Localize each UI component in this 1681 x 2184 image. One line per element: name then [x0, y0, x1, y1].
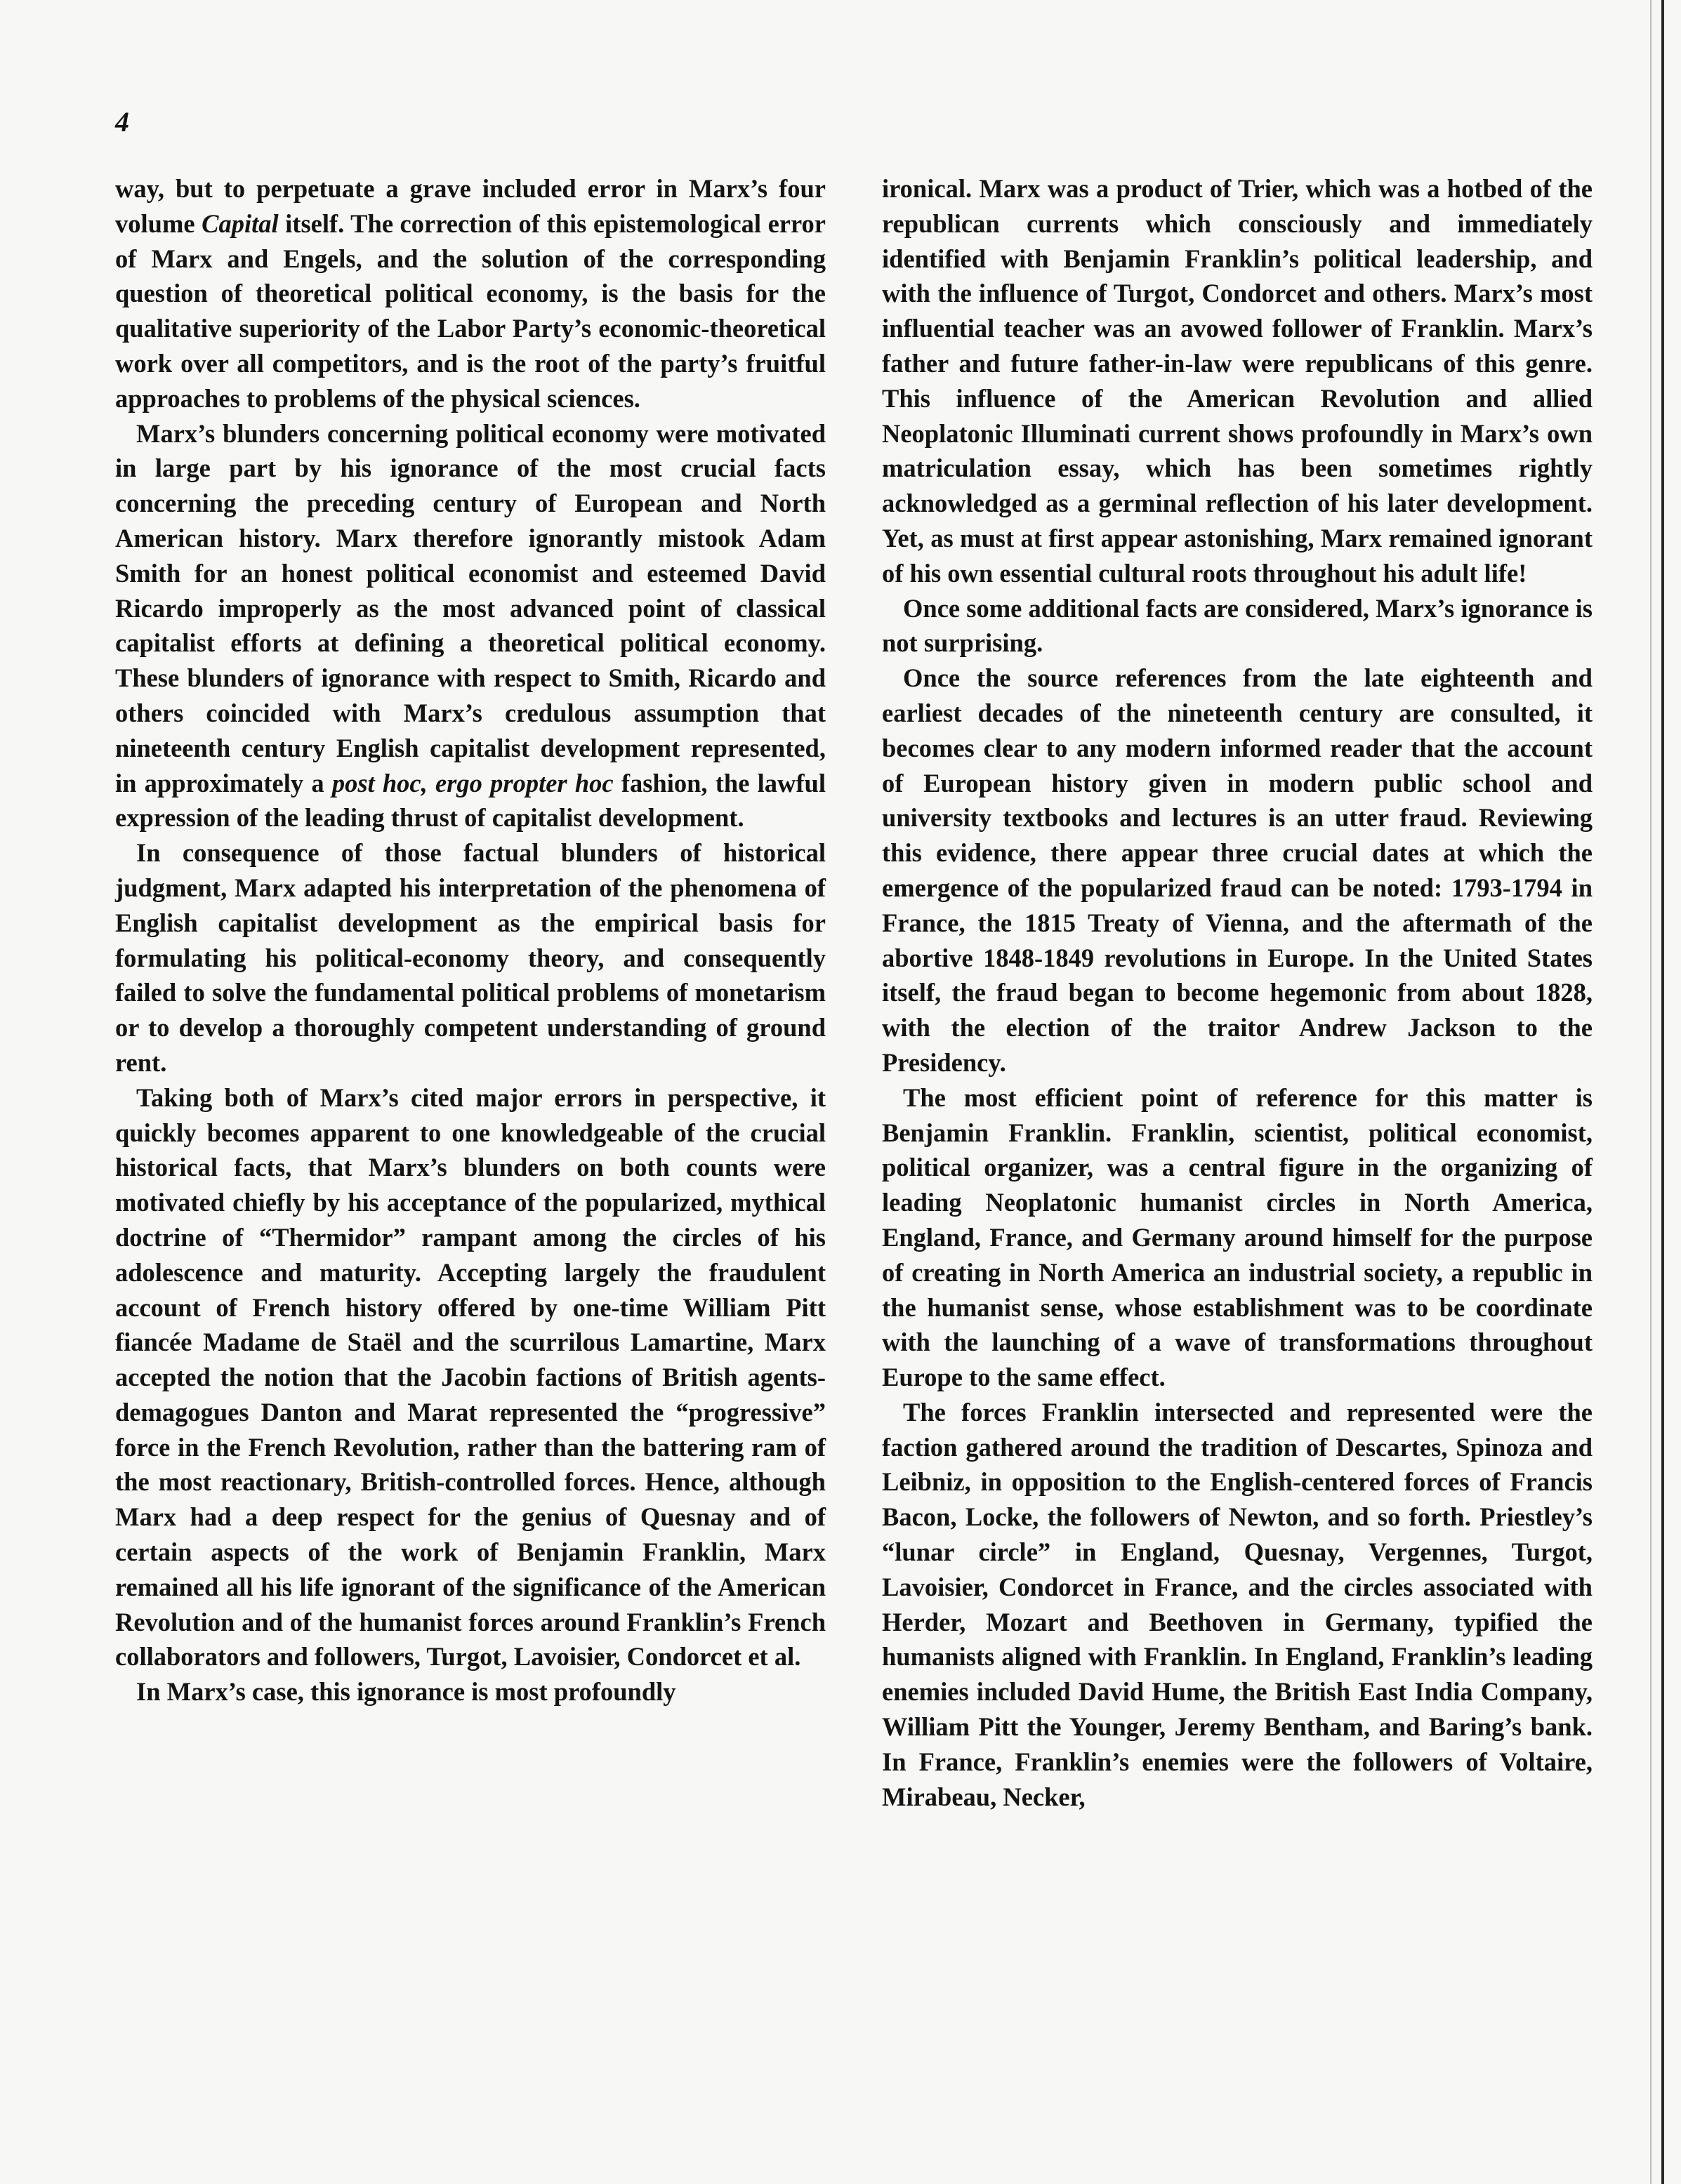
- right-paragraph-2: Once some additional facts are considered, Marx’s ignorance is not surprising.: [882, 593, 1593, 658]
- italic-phrase: Capital: [202, 209, 279, 238]
- right-column: [882, 171, 1593, 1814]
- right-paragraph-4: The most efficient point of reference for this matter is Benjamin Franklin. Franklin, scientist, political economist, political organizer, was a central figure in the organizing of leading Neoplatonic humanist circles in North America, England, France, and Germany around himself for the purpose of creating in North America an industrial society, a republic in the humanist sense, whose establishment was to be coordinate with the launching of a wave of transformations throughout Europe to the same effect.: [882, 1083, 1593, 1392]
- page-edge-shadow: [1650, 0, 1652, 2184]
- left-paragraph-3: In consequence of those factual blunders of historical judgment, Marx adapted his interpretation of the phenomena of English capitalist development as the empirical basis for formulating his political-economy theory, and consequently failed to solve the fundamental political problems of monetarism or to develop a thoroughly competent understanding of ground rent.: [115, 838, 826, 1077]
- left-paragraph-2: Marx’s blunders concerning political economy were motivated in large part by his ignorance of the most crucial facts concerning the preceding century of European and North American history. Marx therefore ignorantly mistook Adam Smith for an honest political economist and esteemed David Ricardo improperly as the most advanced point of classical capitalist efforts at defining a theoretical political economy. These blunders of ignorance with respect to Smith, Ricardo and others coincided with Marx’s credulous assumption that nineteenth century English capitalist development represented, in approximately a post hoc, ergo propter hoc fashion, the lawful expression of the leading thrust of capitalist development.: [115, 418, 826, 833]
- left-paragraph-1: way, but to perpetuate a grave included error in Marx’s four volume Capital itself. The correction of this epistemological error of Marx and Engels, and the solution of the corresponding question of theoretical political economy, is the basis for the qualitative superiority of the Labor Party’s economic-theoretical work over all competitors, and is the root of the party’s fruitful approaches to problems of the physical sciences.: [115, 174, 826, 413]
- page-edge-line: [1661, 0, 1664, 2184]
- italic-phrase: post hoc, ergo propter hoc: [331, 768, 614, 798]
- right-paragraph-5: The forces Franklin intersected and represented were the faction gathered around the tradition of Descartes, Spinoza and Leibniz, in opposition to the English-centered forces of Francis Bacon, Locke, the followers of Newton, and so forth. Priestley’s “lunar circle” in England, Quesnay, Vergennes, Turgot, Lavoisier, Condorcet in France, and the circles associated with Herder, Mozart and Beethoven in Germany, typified the humanists aligned with Franklin. In England, Franklin’s leading enemies included David Hume, the British East India Company, William Pitt the Younger, Jeremy Bentham, and Baring’s bank. In France, Franklin’s enemies were the followers of Voltaire, Mirabeau, Necker,: [882, 1397, 1593, 1811]
- page-number: 4: [115, 106, 129, 138]
- right-paragraph-3: Once the source references from the late eighteenth and earliest decades of the nineteenth century are consulted, it becomes clear to any modern informed reader that the account of European history given in modern public school and university textbooks and lectures is an utter fraud. Reviewing this evidence, there appear three crucial dates at which the emergence of the popularized fraud can be noted: 1793-1794 in France, the 1815 Treaty of Vienna, and the aftermath of the abortive 1848-1849 revolutions in Europe. In the United States itself, the fraud began to become hegemonic from about 1828, with the election of the traitor Andrew Jackson to the Presidency.: [882, 663, 1593, 1077]
- left-paragraph-5: In Marx’s case, this ignorance is most profoundly: [136, 1677, 676, 1707]
- right-paragraph-1: ironical. Marx was a product of Trier, which was a hotbed of the republican currents which consciously and immediately identified with Benjamin Franklin’s political leadership, and with the influence of Turgot, Condorcet and others. Marx’s most influential teacher was an avowed follower of Franklin. Marx’s father and future father-in-law were republicans of this genre. This influence of the American Revolution and allied Neoplatonic Illuminati current shows profoundly in Marx’s own matriculation essay, which has been sometimes rightly acknowledged as a germinal reflection of his later development. Yet, as must at first appear astonishing, Marx remained ignorant of his own essential cultural roots throughout his adult life!: [882, 174, 1593, 588]
- left-paragraph-4: Taking both of Marx’s cited major errors in perspective, it quickly becomes apparent to one knowledgeable of the crucial historical facts, that Marx’s blunders on both counts were motivated chiefly by his acceptance of the popularized, mythical doctrine of “Thermidor” rampant among the circles of his adolescence and maturity. Accepting largely the fraudulent account of French history offered by one-time William Pitt fiancée Madame de Staël and the scurrilous Lamartine, Marx accepted the notion that the Jacobin factions of British agents-demagogues Danton and Marat represented the “progressive” force in the French Revolution, rather than the battering ram of the most reactionary, British-controlled forces. Hence, although Marx had a deep respect for the genius of Quesnay and of certain aspects of the work of Benjamin Franklin, Marx remained all his life ignorant of the significance of the American Revolution and of the humanist forces around Franklin’s French collaborators and followers, Turgot, Lavoisier, Condorcet et al.: [115, 1083, 826, 1672]
- left-column: [115, 171, 826, 1709]
